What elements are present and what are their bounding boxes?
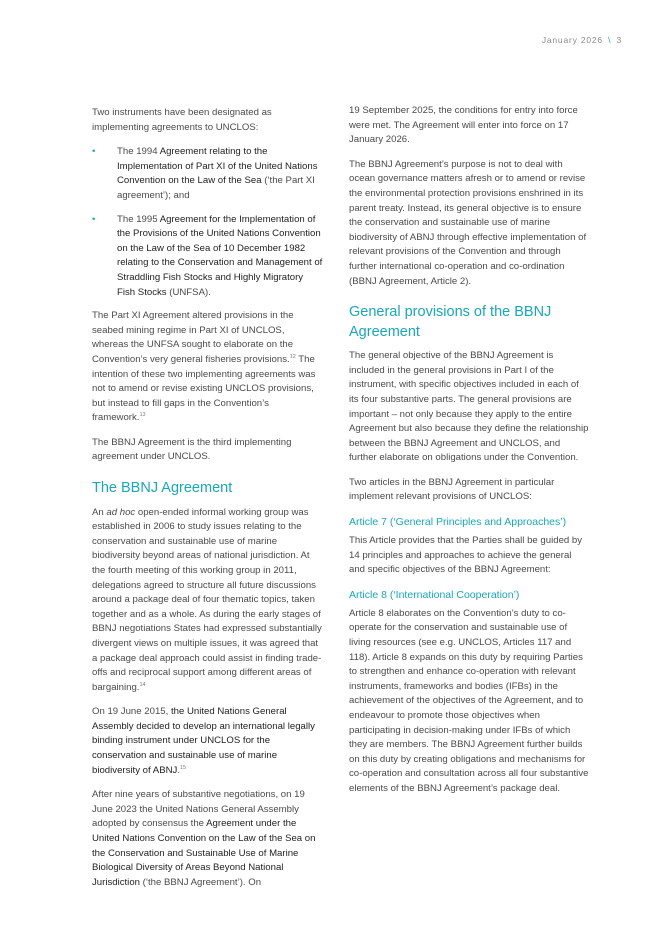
header-date: January 2026 — [541, 35, 603, 45]
footnote-ref: 12 — [289, 353, 296, 360]
paragraph: Two articles in the BBNJ Agreement in particular implement relevant provisions of UNCLOS: — [349, 476, 555, 503]
agreement-title: Agreement for the Implementation of the Provisions of the United Nations Convention on the Law of the Sea of 10 December 1982 relating to the Conservation and Management of Straddling Fish Stocks and Highly Migratory Fish Stocks — [117, 213, 323, 298]
bullet-icon: • — [92, 146, 96, 158]
implementing-agreements-list — [92, 145, 323, 300]
subsection-heading: Article 7 (‘General Principles and Approaches’) — [349, 516, 567, 529]
paragraph: 19 September 2025, the conditions for entry into force were met. The Agreement will enter into force on 17 January 2026. — [349, 105, 578, 146]
paragraph: After nine years of substantive negotiations, on 19 June 2023 the United Nations General Assembly adopted by consensus the Agreement under the United Nations Convention on the Law of the Sea on the Conservation and Sustainable Use of Marine Biological Diversity of Areas Beyond National Jurisdiction (‘the BBNJ Agreement’). On — [92, 789, 316, 888]
paragraph: The BBNJ Agreement’s purpose is not to deal with ocean governance matters afresh or to amend or revise the environmental protection provisions enshrined in its parent treaty. Instead, its general objective is to ensure the conservation and sustainable use of marine biodiversity of ABNJ through effective implementation of relevant provisions of the Convention and through further international co-operation and co-ordination (BBNJ Agreement, Article 2). — [349, 158, 587, 287]
page-number: 3 — [616, 35, 622, 45]
paragraph: The general objective of the BBNJ Agreement is included in the general provisions in Part I of the instrument, with specific objectives included in each of its four substantive parts. The general provisions are important – not only because they apply to the entire Agreement but also because they define the relationship between the BBNJ Agreement and UNCLOS, and further elaborate on obligations under the Convention. — [349, 350, 589, 464]
bullet-icon: • — [92, 213, 96, 225]
agreement-title: Agreement relating to the Implementation of Part XI of the United Nations Convention on the Law of the Sea — [117, 146, 318, 187]
left-column — [92, 106, 323, 900]
right-column — [349, 106, 589, 807]
footnote-ref: 15 — [180, 764, 187, 771]
page-header — [542, 35, 622, 45]
paragraph: The Part XI Agreement altered provisions in the seabed mining regime in Part XI of UNCLOS, whereas the UNFSA sought to elaborate on the Convention’s very general fisheries provisions.$^{12}$ The intention of these two implementing agreements was not to amend or revise existing UNCLOS provisions, but instead to fill gaps in the Convention’s framework.$^{13}$ — [92, 310, 316, 424]
footnote-ref: 14 — [139, 681, 146, 688]
list-item: • The 1995 Agreement for the Implementation of the Provisions of the United Nations Convention on the Law of the Sea of 10 December 1982 relating to the Conservation and Management of Straddling Fish Stocks and Highly Migratory Fish Stocks (UNFSA). — [92, 213, 323, 298]
subsection-heading: Article 8 (‘International Cooperation’) — [349, 588, 520, 601]
intro-paragraph: Two instruments have been designated as implementing agreements to UNCLOS: — [92, 107, 272, 133]
paragraph: The BBNJ Agreement is the third implementing agreement under UNCLOS. — [92, 436, 292, 463]
section-heading: The BBNJ Agreement — [92, 480, 233, 497]
paragraph: On 19 June 2015, the United Nations General Assembly decided to develop an international legally binding instrument under UNCLOS for the conservation and sustainable use of marine biodiversity of ABNJ.$^{15}$ — [92, 706, 315, 776]
paragraph: An ad hoc open-ended informal working group was established in 2006 to study issues relating to the conservation and sustainable use of marine biodiversity beyond areas of national jurisdiction. At the fourth meeting of this working group in 2011, delegations agreed to structure all future discussions around a package deal of four thematic topics, taken together and as a whole. As during the early stages of BBNJ negotiations States had expressed substantially divergent views on multiple issues, it was agreed that a package deal approach could assist in finding trade-offs and reciprocal support among different areas of bargaining.$^{14}$ — [92, 506, 322, 693]
footnote-ref: 13 — [139, 412, 146, 419]
list-item: • The 1994 Agreement relating to the Implementation of Part XI of the United Nations Convention on the Law of the Sea (‘the Part XI agreement’); and — [92, 146, 318, 201]
paragraph: Article 8 elaborates on the Convention’s duty to co-operate for the conservation and sustainable use of living resources (see e.g. UNCLOS, Articles 117 and 118). Article 8 expands on this duty by requiring Parties to strengthen and enhance co-operation with relevant instruments, frameworks and bodies (IFBs) in the achievement of the objectives of the Agreement, and to endeavour to promote those objectives when participating in decision-making under IFBs of which they are members. The BBNJ Agreement further builds on this duty by creating obligations and mechanisms for co-operation and consultation across all four substantive elements of the BBNJ Agreement’s package deal. — [349, 607, 589, 794]
section-heading: General provisions of the BBNJ Agreement — [349, 304, 552, 340]
paragraph: This Article provides that the Parties shall be guided by 14 principles and approaches to achieve the general and specific objectives of the BBNJ Agreement: — [349, 535, 583, 576]
header-separator: \ — [608, 35, 612, 45]
